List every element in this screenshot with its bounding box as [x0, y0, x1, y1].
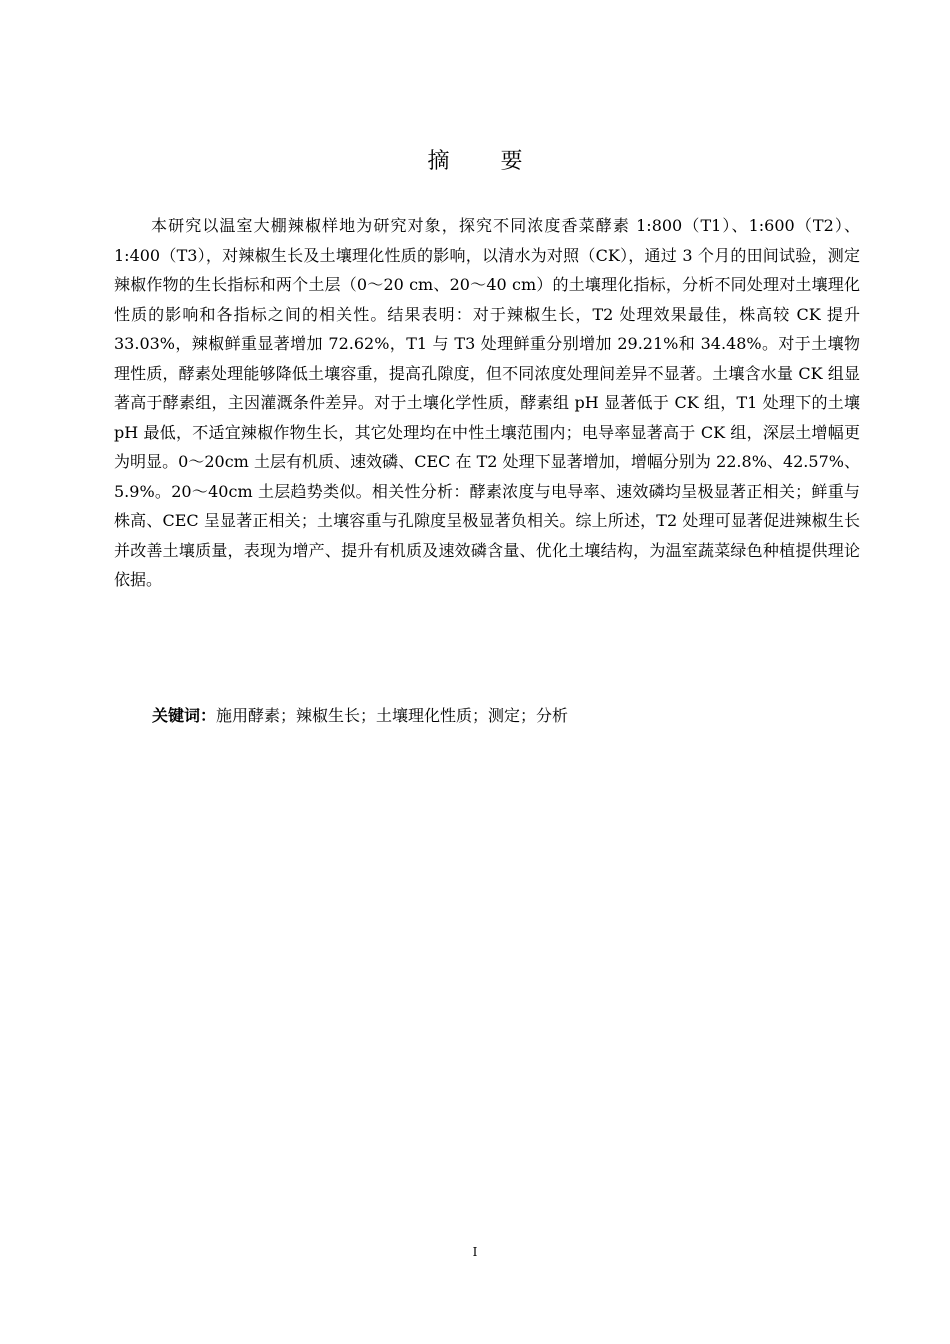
- page-number: I: [472, 1245, 478, 1259]
- keywords-text: 施用酵素；辣椒生长；土壤理化性质；测定；分析: [216, 706, 569, 725]
- abstract-title: 摘 要: [427, 149, 545, 174]
- abstract-body: 本研究以温室大棚辣椒样地为研究对象，探究不同浓度香菜酵素 1:800（T1）、1:600（T2）、1:400（T3），对辣椒生长及土壤理化性质的影响，以清水为对照（CK），通过 3 个月的田间试验，测定辣椒作物的生长指标和两个土层（0～20 cm、20～40 cm）的土壤理化指标，分析不同处理对土壤理化性质的影响和各指标之间的相关性。结果表明：对于辣椒生长，T2 处理效果最佳，株高较 CK 提升 33.03%，辣椒鲜重显著增加 72.62%，T1 与 T3 处理鲜重分别增加 29.21%和 34.48%。对于土壤物理性质，酵素处理能够降低土壤容重，提高孔隙度，但不同浓度处理间差异不显著。土壤含水量 CK 组显著高于酵素组，主因灌溉条件差异。对于土壤化学性质，酵素组 pH 显著低于 CK 组，T1 处理下的土壤 pH 最低，不适宜辣椒作物生长，其它处理均在中性土壤范围内；电导率显著高于 CK 组，深层土增幅更为明显。0～20cm 土层有机质、速效磷、CEC 在 T2 处理下显著增加，增幅分别为 22.8%、42.57%、5.9%。20～40cm 土层趋势类似。相关性分析：酵素浓度与电导率、速效磷均呈极显著正相关；鲜重与株高、CEC 呈显著正相关；土壤容重与孔隙度呈极显著负相关。综上所述，T2 处理可显著促进辣椒生长并改善土壤质量，表现为增产、提升有机质及速效磷含量、优化土壤结构，为温室蔬菜绿色种植提供理论依据。: [114, 216, 860, 589]
- keywords-line: [152, 702, 852, 730]
- keywords-label: 关键词：: [152, 706, 217, 725]
